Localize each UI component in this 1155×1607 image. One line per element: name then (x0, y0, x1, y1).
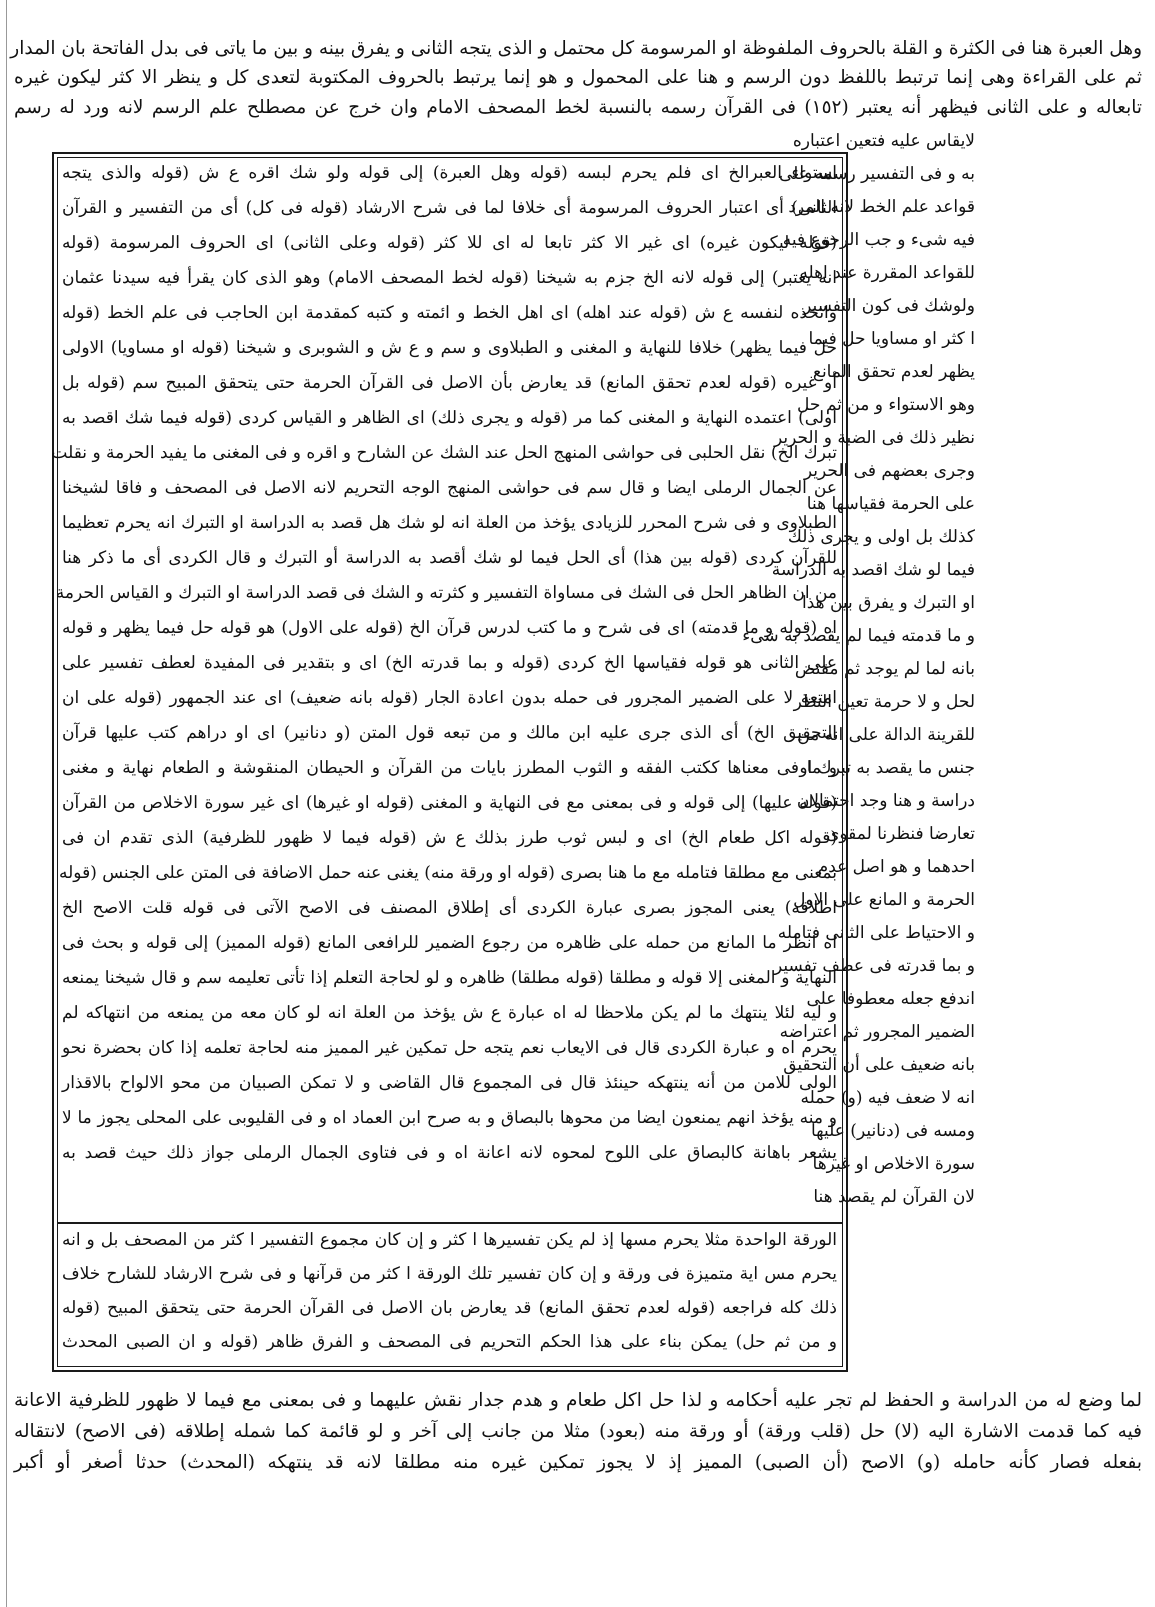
commentary-line: اولى) اعتمده النهاية و المغنى كما مر (قوله و يجرى ذلك) اى الظاهر و القياس كردى (قوله فيما شك اقصد به (62, 408, 837, 428)
margin-text-line: فيه شىء و جب الرجوع فيه (782, 230, 975, 250)
margin-text-line: انه لا ضعف فيه (و) حمله (800, 1088, 975, 1108)
commentary-line: من ان الظاهر الحل فى الشك فى مساواة التفسير و كثرته و الشك فى قصد الدراسة او التبرك و القياس الحرمة (55, 583, 837, 603)
commentary-line: يشعر باهانة كالبصاق على اللوح لمحوه لانه اعانة اه و فى فتاوى الجمال الرملى جواز ذلك حيث قصد به (62, 1143, 837, 1163)
margin-text-line: او التبرك و يفرق بين هذا (801, 593, 975, 613)
margin-text-line: يظهر لعدم تحقق المانع (812, 362, 975, 382)
main-text-line: وهل العبرة هنا فى الكثرة و القلة بالحروف الملفوظة او المرسومة كل محتمل و الذى يتجه الثانى و يفرق بينه و بين ما ياتى فى بدل الفاتحة بان المدار (10, 38, 1142, 59)
main-text-line: تابعاله و على الثانى فيظهر أنه يعتبر (١٥٢) فى القرآن رسمه بالنسبة لخط المصحف الامام وان خرج عن مصطلح علم الرسم لانه ورد له رسم (14, 97, 1142, 118)
commentary-line: اه انظر ما المانع من حمله على ظاهره من رجوع الضمير للرافعى المانع (قوله المميز) إلى قوله و بحث فى (62, 933, 837, 953)
commentary-line: و منه يؤخذ انهم يمنعون ايضا من محوها بالبصاق و به صرح ابن العماد اه و فى القليوبى على المحلى يجوز ما لا (62, 1108, 837, 1128)
commentary-line: على الثانى هو قوله فقياسها الخ كردى (قوله و بما قدرته الخ) اى و بتقدير فى المفيدة لعطف تفسير على (62, 653, 837, 673)
margin-text-line: ولوشك فى كون التفسير (803, 296, 975, 316)
margin-text-line: ا كثر او مساويا حل فيما (808, 329, 975, 349)
lower-commentary-line: يحرم مس اية متميزة فى ورقة و إن كان تفسير تلك الورقة ا كثر من قرآنها و فى شرح الارشاد للشارح خلاف (62, 1264, 837, 1284)
margin-text-line: جنس ما يقصد به تبرك او (799, 758, 975, 778)
commentary-line: واتخذه لنفسه ع ش (قوله عند اهله) اى اهل الخط و ائمته و كتبه كمقدمة ابن الحاجب فى علم الخط (قوله (62, 303, 837, 323)
commentary-line: اطلاقه) يعنى المجوز بصرى عبارة الكردى أى إطلاق المصنف فى الاصح الآتى فى قوله قلت الاصح الخ (62, 898, 837, 918)
margin-text-line: لحل و لا حرمة تعين النظر (793, 692, 975, 712)
commentary-line: الولى للامن من أنه ينتهكه حينئذ قال فى المجموع قال القاضى و لا تمكن الصبيان من محو الالواح بالاقذار (62, 1073, 837, 1093)
commentary-line: استواء العبرالخ اى فلم يحرم لبسه (قوله وهل العبرة) إلى قوله ولو شك اقره ع ش (قوله والذى يتجه (62, 163, 837, 183)
main-text-line: ثم على القراءة وهى إنما ترتبط باللفظ دون الرسم و هنا على المحمول و هو إنما يرتبط بالحروف المكتوبة لتعدى كل و ينظر الا كثر ليكون غيره (14, 67, 1142, 88)
margin-text-line: لايقاس عليه فتعين اعتباره (792, 131, 975, 151)
commentary-line: (قوله اكل طعام الخ) اى و لبس ثوب طرز بذلك ع ش (قوله فيما لا ظهور للظرفية) الذى تقدم ان فى (62, 828, 837, 848)
margin-text-line: وجرى بعضهم فى الحرير (803, 461, 975, 481)
main-text-line: بفعله فصار كأنه حامله (و) الاصح (أن الصبى) المميز إذ لا يجوز تمكين غيره منه مطلقا لانه قد ينتهكه (المحدث) حدثا أصغر أو أكبر (14, 1452, 1142, 1473)
commentary-line: عن الجمال الرملى ايضا و قال سم فى حواشى المنهج الوجه التحريم لانه الاصل فى المصحف و فاقا لشيخنا (62, 478, 837, 498)
margin-text-line: سورة الاخلاص او غيرها (812, 1154, 975, 1174)
commentary-line: حل فيما يظهر) خلافا للنهاية و المغنى و الطبلاوى و سم و ع ش و الشوبرى و شيخنا (قوله او مساويا) الاولى (62, 338, 837, 358)
margin-text-line: تعارضا فنظرنا لمقوى (826, 824, 975, 844)
margin-text-line: لان القرآن لم يقصد هنا (813, 1187, 975, 1207)
margin-text-line: و ما قدمته فيما لم يقصد به شىء (742, 626, 975, 646)
commentary-line: للقرآن كردى (قوله بين هذا) أى الحل فيما لو شك أقصد به الدراسة أو التبرك و قال الكردى أى ما ذكر هنا (62, 548, 837, 568)
lower-commentary-line: الورقة الواحدة مثلا يحرم مسها إذ لم يكن تفسيرها ا كثر و إن كان مجموع التفسير ا كثر من المصحف بل و انه (62, 1230, 837, 1250)
commentary-divider (57, 1222, 843, 1224)
margin-text-line: بانه لما لم يوجد ثم مقتض (794, 659, 975, 679)
main-text-line: لما وضع له من الدراسة و الحفظ لم تجر عليه أحكامه و لذا حل اكل طعام و هدم جدار نقش عليهما و فى بمعنى مع فيما لا ظهور للظرفية الاعانة (14, 1390, 1142, 1411)
commentary-line: أو غيره (قوله لعدم تحقق المانع) قد يعارض بأن الاصل فى القرآن الحرمة حتى يتحقق المبيح سم (قوله بل (62, 373, 837, 393)
commentary-line: تبرك الخ) نقل الحلبى فى حواشى المنهج الحل عند الشك عن الشارح و اقره و فى المغنى ما يفيد الحرمة و نقلت (51, 443, 837, 463)
margin-text-line: على الحرمة فقياسها هنا (806, 494, 975, 514)
margin-text-line: به و فى التفسير رسمه على (778, 164, 975, 184)
commentary-line: يحرم اه و عبارة الكردى قال فى الايعاب نعم يتجه حل تمكين غير المميز منه لحاجة تعلمه إذا كان بحضرة نحو (62, 1038, 837, 1058)
margin-text-line: كذلك بل اولى و يجرى ذلك (787, 527, 975, 547)
commentary-line: انه يعتبر) إلى قوله لانه الخ جزم به شيخنا (قوله لخط المصحف الامام) وهو الذى كان يقرأ فيه سيدنا عثمان (62, 268, 837, 288)
margin-text-line: للقرينة الدالة على انه من (797, 725, 975, 745)
commentary-line: التحقيق الخ) أى الذى جرى عليه ابن مالك و من تبعه قول المتن (و دنانير) اى او دراهم كتب عليها قرآن (62, 723, 837, 743)
left-margin-rule (6, 0, 7, 1607)
lower-commentary-line: ذلك كله فراجعه (قوله لعدم تحقق المانع) قد يعارض بان الاصل فى القرآن الحرمة حتى يتحقق المبيح (قوله (62, 1298, 837, 1318)
margin-text-line: الحرمة و المانع على الاول (793, 890, 975, 910)
commentary-line: الثانى) أى اعتبار الحروف المرسومة أى خلافا لما فى شرح الارشاد (قوله فى كل) أى من التفسير و القرآن (62, 198, 837, 218)
commentary-line: (قوله عليها) إلى قوله و فى بمعنى مع فى النهاية و المغنى (قوله او غيرها) اى غير سورة الاخلاص من القرآن (62, 793, 837, 813)
lower-commentary-line: و من ثم حل) يمكن بناء على هذا الحكم التحريم فى المصحف و الفرق ظاهر (قوله و ان الصبى المحدث (62, 1332, 837, 1352)
margin-text-line: بانه ضعيف على أن التحقيق (783, 1055, 975, 1075)
commentary-line: اه (قوله و ما قدمته) اى فى شرح و ما كتب لدرس قرآن الخ (قوله على الاول) هو قوله حل فيما يظهر و قوله (62, 618, 837, 638)
margin-text-line: ومسه فى (دنانير) عليها (810, 1121, 975, 1141)
commentary-line: النهاية و المغنى إلا قوله و مطلقا (قوله مطلقا) ظاهره و لو لحاجة التعلم إذا تأتى تعليمه سم و قال شيخنا يمنعه (62, 968, 837, 988)
margin-text-line: اندفع جعله معطوفا على (806, 989, 975, 1009)
margin-text-line: نظير ذلك فى الضبة و الحرير (773, 428, 975, 448)
margin-text-line: للقواعد المقررة عند اهله (799, 263, 975, 283)
margin-text-line: فيما لو شك اقصد به الدراسة (771, 560, 975, 580)
margin-text-line: دراسة و هنا وجد احتمالان (796, 791, 975, 811)
commentary-line: الطبلاوى و فى شرح المحرر للزيادى يؤخذ من العلة انه لو شك هل قصد به الدراسة او التبرك انه يحرم تعظيما (62, 513, 837, 533)
margin-text-line: قواعد علم الخط لانه المرد (788, 197, 975, 217)
commentary-line: (قوله ليكون غيره) اى غير الا كثر تابعا له اى للا كثر (قوله وعلى الثانى) اى الحروف المرسومة (قوله (62, 233, 837, 253)
main-text-line: فيه كما قدمت الاشارة اليه (لا) حل (قلب ورقة) أو ورقة منه (بعود) مثلا من جانب إلى آخر و لو قائمة كما شمله إطلاقه (فى الاصح) لانتقاله (14, 1421, 1142, 1442)
margin-text-line: الضمير المجرور ثم اعتراضه (779, 1022, 975, 1042)
margin-text-line: وهو الاستواء و من ثم حل (797, 395, 975, 415)
margin-text-line: و بما قدرته فى عطف تفسير (773, 956, 975, 976)
commentary-line: و ما فى معناها ككتب الفقه و الثوب المطرز بايات من القرآن و الحيطان المنقوشة و الطعام نهاية و مغنى (62, 758, 837, 778)
commentary-line: بمعنى مع مطلقا فتامله مع ما هنا بصرى (قوله او ورقة منه) يغنى عنه حمل الاضافة فى المتن على الجنس (قوله (59, 863, 837, 883)
commentary-line: و ليه لئلا ينتهك ما لم يكن ملاحظا له اه عبارة ع ش يؤخذ من العلة انه لو كان معه من يمنعه من انتهاكه لم (62, 1003, 837, 1023)
margin-text-line: و الاحتياط على الثانى فتامله (777, 923, 975, 943)
margin-text-line: احدهما و هو اصل عدم (817, 857, 975, 877)
commentary-line: امتعة لا على الضمير المجرور فى حمله بدون اعادة الجار (قوله بانه ضعيف) اى عند الجمهور (قوله على ان (62, 688, 837, 708)
